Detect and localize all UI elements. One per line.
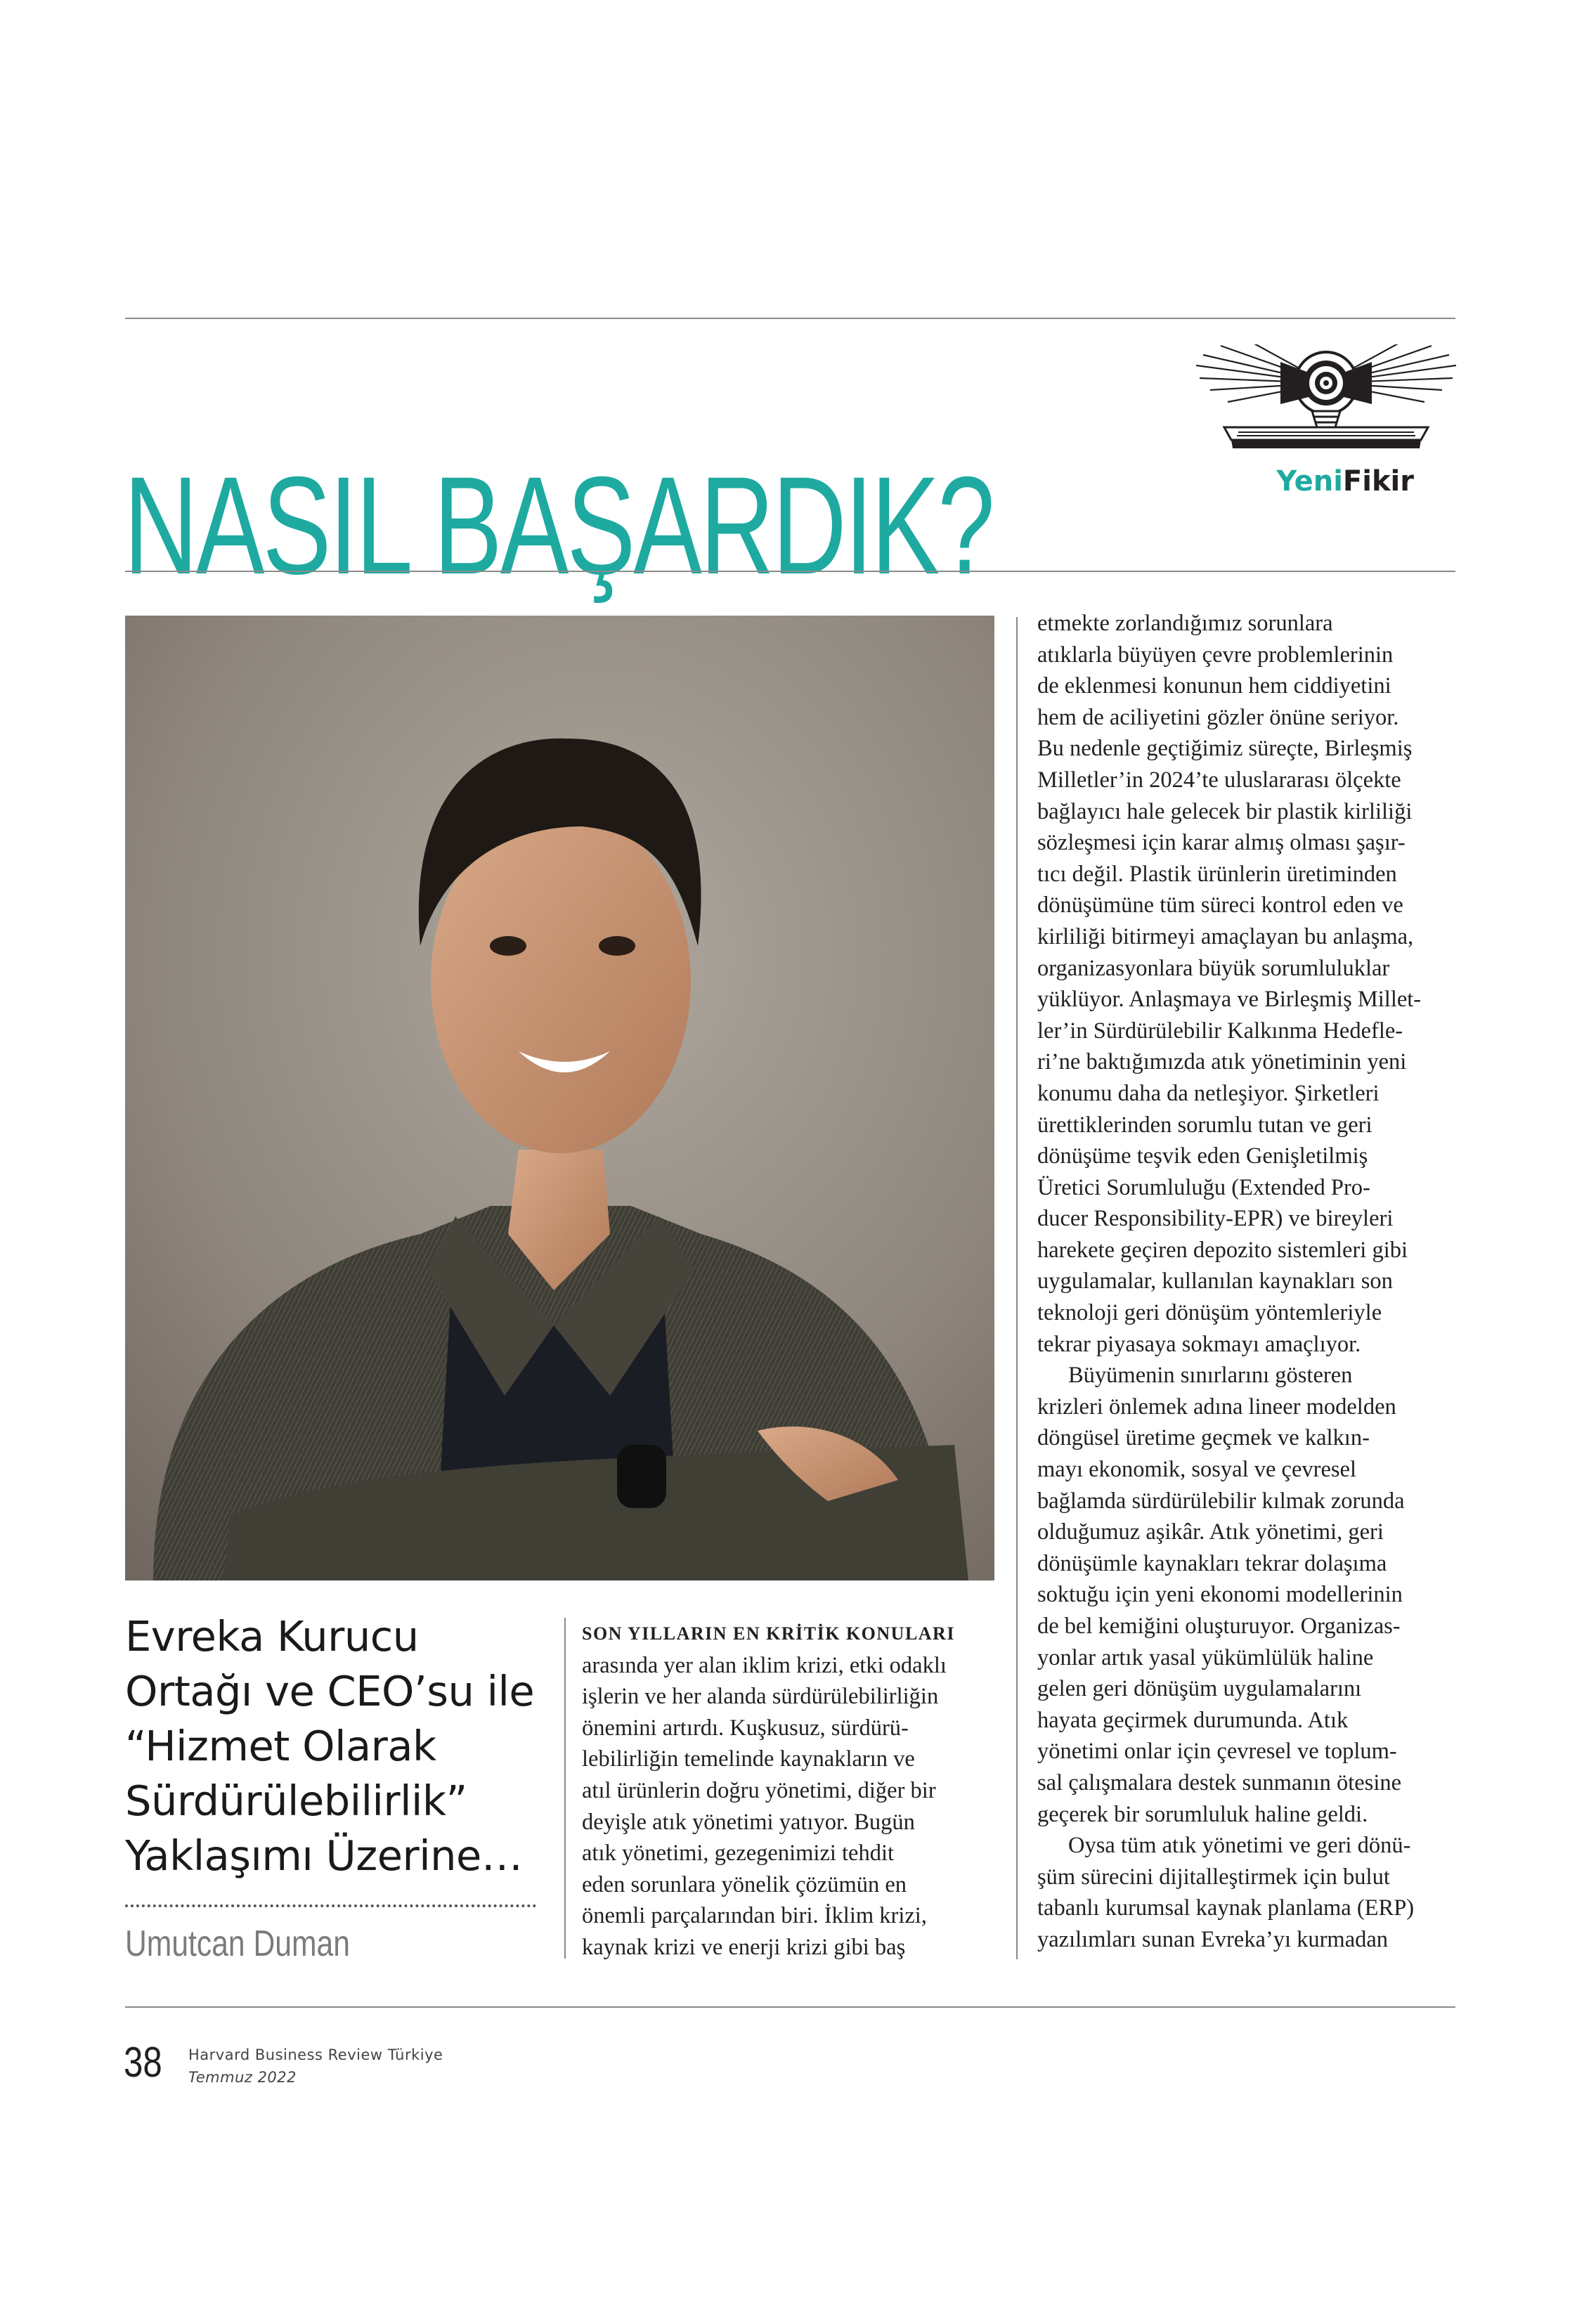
issue-date: Temmuz 2022 bbox=[188, 2069, 297, 2086]
article-column-right bbox=[1037, 608, 1459, 1956]
body-line: işlerin ve her alanda sürdürülebilirliğin bbox=[582, 1684, 939, 1710]
headline-line: Ortağı ve CEO’su ile bbox=[125, 1667, 535, 1715]
body-line: bağlamda sürdürülebilir kılmak zorunda bbox=[1037, 1488, 1405, 1514]
body-line: yönetimi onlar için çevresel ve toplum- bbox=[1037, 1739, 1397, 1765]
portrait-photo bbox=[125, 616, 994, 1580]
body-line: bağlayıcı hale gelecek bir plastik kirliliği bbox=[1037, 798, 1413, 824]
brand-word-fikir: Fikir bbox=[1342, 465, 1414, 498]
body-line: tıcı değil. Plastik ürünlerin üretiminden bbox=[1037, 861, 1397, 887]
body-line: ducer Responsibility-EPR) ve bireyleri bbox=[1037, 1206, 1394, 1232]
body-line: etmekte zorlandığımız sorunlara bbox=[1037, 611, 1333, 636]
column-divider bbox=[1016, 617, 1018, 1959]
body-line: hayata geçirmek durumunda. Atık bbox=[1037, 1707, 1349, 1733]
body-line: önemini artırdı. Kuşkusuz, sürdürü- bbox=[582, 1715, 909, 1741]
body-line: uygulamalar, kullanılan kaynakları son bbox=[1037, 1268, 1393, 1294]
body-line: gelen geri dönüşüm uygulamalarını bbox=[1037, 1676, 1362, 1702]
body-line: de bel kemiğini oluşturuyor. Organizas- bbox=[1037, 1614, 1401, 1639]
body-line: sözleşmesi için karar almış olması şaşır- bbox=[1037, 830, 1406, 856]
body-line: organizasyonlara büyük sorumluluklar bbox=[1037, 955, 1390, 981]
body-line: hem de aciliyetini gözler önüne seriyor. bbox=[1037, 704, 1399, 730]
body-line: krizleri önlemek adına lineer modelden bbox=[1037, 1394, 1396, 1420]
body-line: Oysa tüm atık yönetimi ve geri dönü- bbox=[1068, 1833, 1411, 1859]
article-column-middle bbox=[582, 1618, 1004, 1963]
body-line: yonlar artık yasal yükümlülük haline bbox=[1037, 1644, 1374, 1670]
body-line: ri’ne baktığımızda atık yönetiminin yeni bbox=[1037, 1049, 1407, 1075]
lightbulb-book-icon bbox=[1196, 344, 1456, 457]
brand-wordmark bbox=[1196, 464, 1414, 499]
footer-rule bbox=[125, 2006, 1455, 2008]
header-bottom-rule bbox=[125, 571, 1455, 572]
headline-line: “Hizmet Olarak bbox=[125, 1722, 436, 1770]
body-line: tekrar piyasaya sokmayı amaçlıyor. bbox=[1037, 1331, 1361, 1357]
body-line: atıklarla büyüyen çevre problemlerinin bbox=[1037, 642, 1394, 668]
body-line: de eklenmesi konunun hem ciddiyetini bbox=[1037, 673, 1391, 699]
body-line: atık yönetimi, gezegenimizi tehdit bbox=[582, 1841, 895, 1867]
byline-divider bbox=[125, 1904, 536, 1907]
brand-word-yeni: Yeni bbox=[1276, 465, 1343, 498]
column-divider bbox=[564, 1618, 566, 1959]
body-line: şüm sürecini dijitalleştirmek için bulut bbox=[1037, 1864, 1390, 1890]
body-line: atıl ürünlerin doğru yönetimi, diğer bir bbox=[582, 1777, 936, 1803]
body-line: konumu daha da netleşiyor. Şirketleri bbox=[1037, 1080, 1380, 1106]
body-line: Üretici Sorumluluğu (Extended Pro- bbox=[1037, 1174, 1370, 1200]
body-line: dönüşümüne tüm süreci kontrol eden ve bbox=[1037, 892, 1403, 918]
lead-in: SON YILLARIN EN KRİTİK KONULARI bbox=[582, 1623, 955, 1644]
body-line: tabanlı kurumsal kaynak planlama (ERP) bbox=[1037, 1895, 1415, 1921]
section-title: NASIL BAŞARDIK? bbox=[124, 447, 993, 603]
body-line: Milletler’in 2024’te uluslararası ölçekte bbox=[1037, 767, 1401, 793]
body-line: Büyümenin sınırlarını gösteren bbox=[1068, 1363, 1353, 1389]
body-line: harekete geçiren depozito sistemleri gibi bbox=[1037, 1237, 1408, 1263]
headline-line: Sürdürülebilirlik” bbox=[125, 1777, 467, 1825]
body-line: önemli parçalarından biri. İklim krizi, bbox=[582, 1903, 927, 1929]
author-name: Umutcan Duman bbox=[125, 1923, 350, 1964]
body-line: arasında yer alan iklim krizi, etki odaklı bbox=[582, 1652, 947, 1678]
top-rule bbox=[125, 318, 1455, 319]
body-line: ürettiklerinden sorumlu tutan ve geri bbox=[1037, 1112, 1372, 1138]
body-line: mayı ekonomik, sosyal ve çevresel bbox=[1037, 1457, 1356, 1483]
body-line: soktuğu için yeni ekonomi modellerinin bbox=[1037, 1582, 1403, 1608]
body-line: yüklüyor. Anlaşmaya ve Birleşmiş Millet- bbox=[1037, 987, 1422, 1013]
headline-line: Yaklaşımı Üzerine… bbox=[125, 1831, 523, 1880]
body-line: dönüşüme teşvik eden Genişletilmiş bbox=[1037, 1143, 1368, 1169]
body-line: sal çalışmalara destek sunmanın ötesine bbox=[1037, 1770, 1402, 1796]
body-line: deyişle atık yönetimi yatıyor. Bugün bbox=[582, 1809, 915, 1835]
article-headline bbox=[125, 1609, 547, 1883]
body-line: eden sorunlara yönelik çözümün en bbox=[582, 1871, 907, 1897]
brand-logo bbox=[1196, 344, 1456, 513]
body-line: ler’in Sürdürülebilir Kalkınma Hedefle- bbox=[1037, 1018, 1403, 1044]
body-line: lebilirliğin temelinde kaynakların ve bbox=[582, 1746, 915, 1772]
page-number: 38 bbox=[124, 2039, 162, 2086]
headline-line: Evreka Kurucu bbox=[125, 1612, 419, 1661]
body-line: Bu nedenle geçtiğimiz süreçte, Birleşmiş bbox=[1037, 736, 1413, 762]
body-line: olduğumuz aşikâr. Atık yönetimi, geri bbox=[1037, 1519, 1384, 1545]
body-line: teknoloji geri dönüşüm yöntemleriyle bbox=[1037, 1300, 1382, 1326]
body-line: kirliliği bitirmeyi amaçlayan bu anlaşma, bbox=[1037, 923, 1414, 949]
body-line: dönüşümle kaynakları tekrar dolaşıma bbox=[1037, 1550, 1387, 1576]
body-line: döngüsel üretime geçmek ve kalkın- bbox=[1037, 1425, 1370, 1451]
body-line: kaynak krizi ve enerji krizi gibi baş bbox=[582, 1934, 906, 1960]
body-line: geçerek bir sorumluluk haline geldi. bbox=[1037, 1801, 1368, 1827]
publication-name: Harvard Business Review Türkiye bbox=[188, 2046, 443, 2063]
body-line: yazılımları sunan Evreka’yı kurmadan bbox=[1037, 1926, 1389, 1952]
